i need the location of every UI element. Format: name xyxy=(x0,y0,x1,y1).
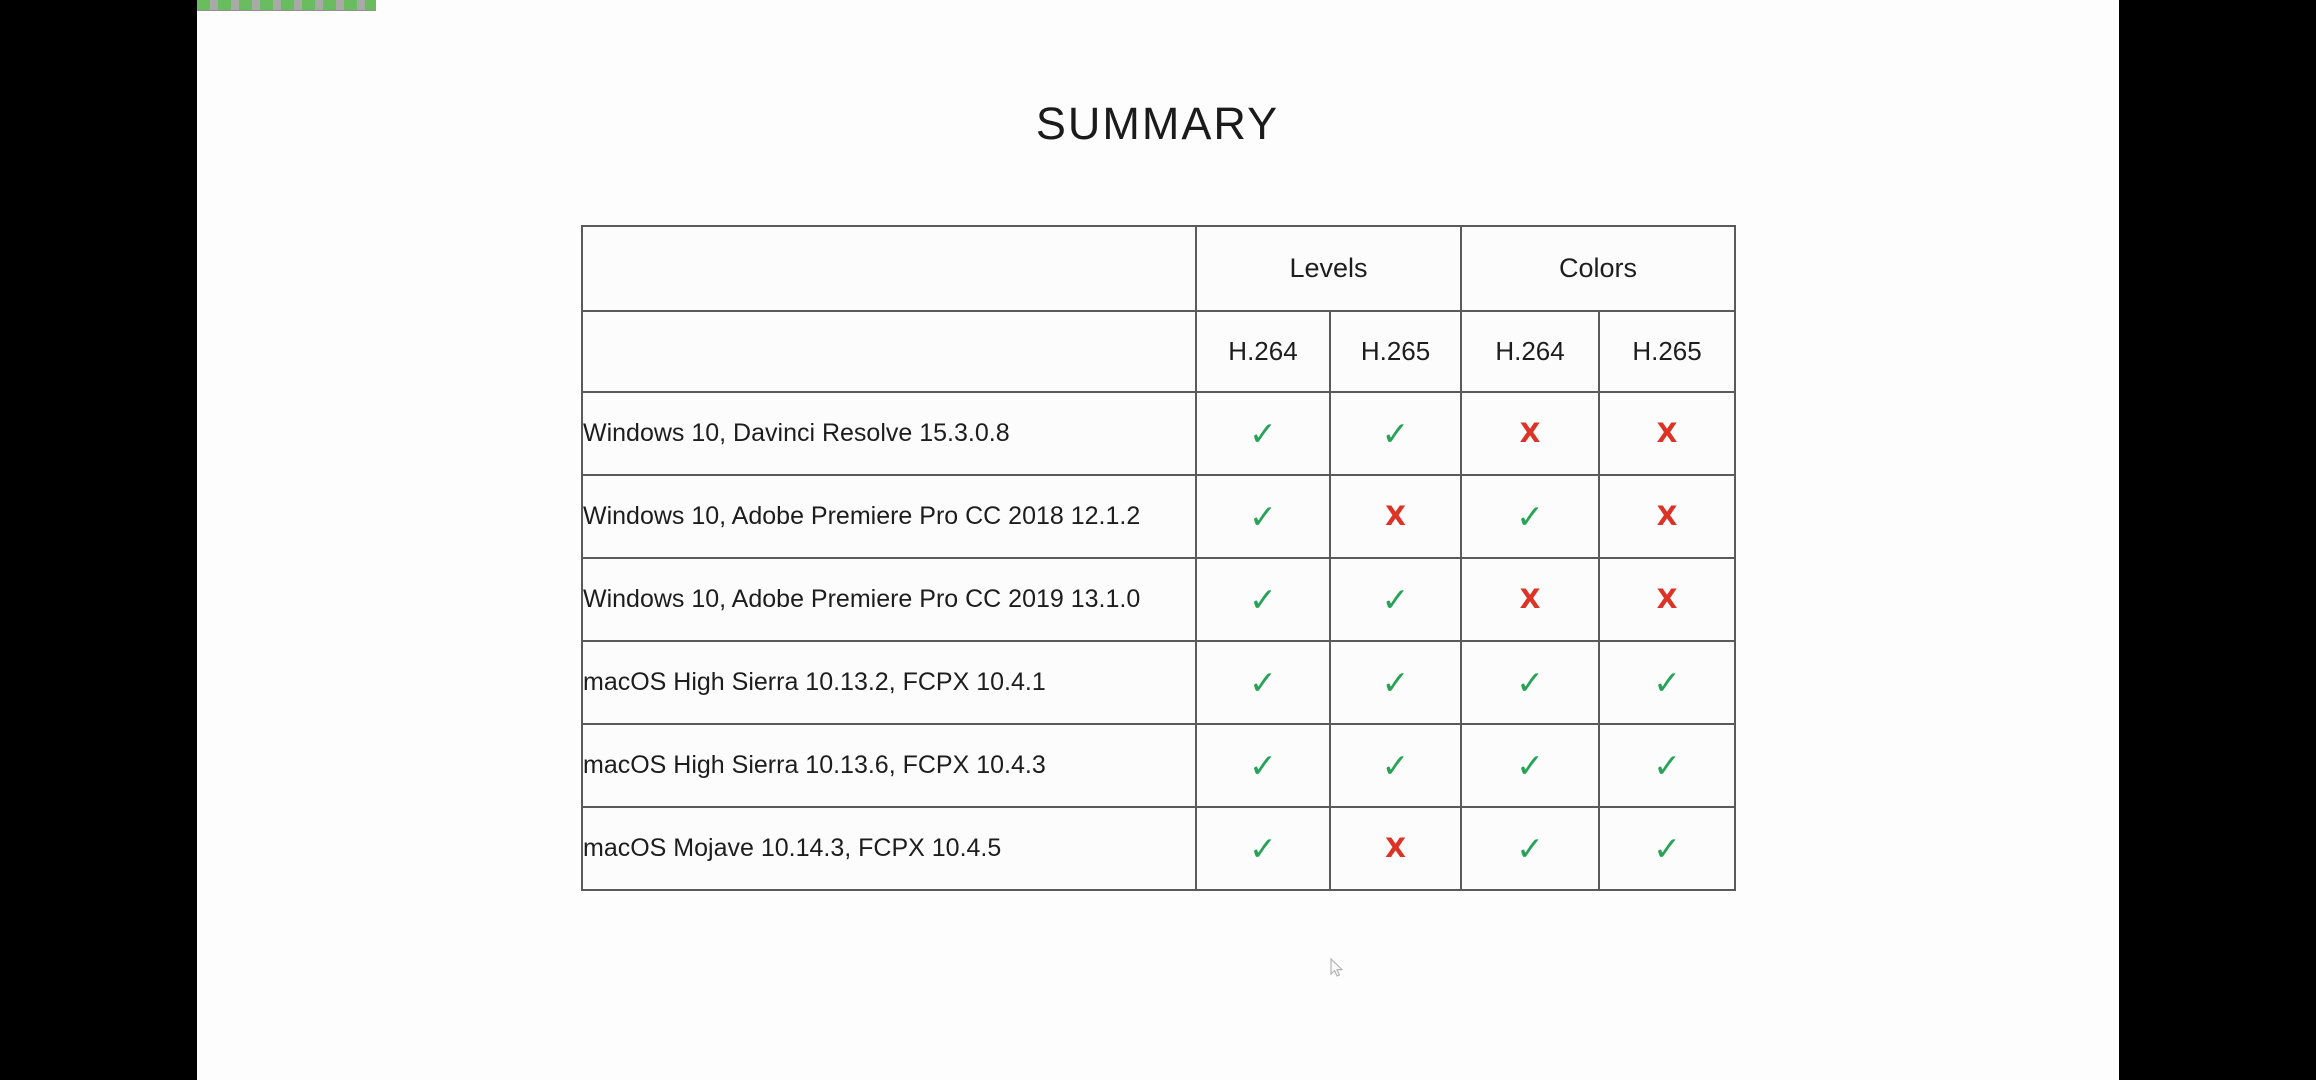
check-icon: ✓ xyxy=(1249,497,1277,536)
check-icon: ✓ xyxy=(1249,414,1277,453)
table-row xyxy=(582,807,1735,890)
check-icon: ✓ xyxy=(1516,829,1544,868)
table-row xyxy=(582,475,1735,558)
row-label: macOS Mojave 10.14.3, FCPX 10.4.5 xyxy=(582,807,1196,890)
check-icon: ✓ xyxy=(1381,580,1410,619)
cross-icon: X xyxy=(1656,584,1678,615)
check-icon: ✓ xyxy=(1381,663,1410,702)
row-label: Windows 10, Adobe Premiere Pro CC 2019 13.1.0 xyxy=(582,558,1196,641)
group-header-levels: Levels xyxy=(1196,226,1461,311)
codec-header-levels-h264: H.264 xyxy=(1196,311,1330,392)
codec-header-colors-h264: H.264 xyxy=(1461,311,1599,392)
right-pillarbox-bar xyxy=(2119,0,2316,1080)
cross-icon: X xyxy=(1385,501,1406,532)
check-icon: ✓ xyxy=(1516,746,1544,785)
row-label: macOS High Sierra 10.13.6, FCPX 10.4.3 xyxy=(582,724,1196,807)
cross-icon: X xyxy=(1519,418,1541,449)
codec-header-colors-h265: H.265 xyxy=(1599,311,1735,392)
row-label: Windows 10, Adobe Premiere Pro CC 2018 12.1.2 xyxy=(582,475,1196,558)
check-icon: ✓ xyxy=(1249,663,1277,702)
check-icon: ✓ xyxy=(1653,746,1681,785)
check-icon: ✓ xyxy=(1381,414,1410,453)
partial-window-sliver xyxy=(197,0,376,11)
table-row xyxy=(582,392,1735,475)
row-label: Windows 10, Davinci Resolve 15.3.0.8 xyxy=(582,392,1196,475)
left-pillarbox-bar xyxy=(0,0,197,1080)
cross-icon: X xyxy=(1656,418,1678,449)
table-group-header-row xyxy=(582,226,1735,311)
cross-icon: X xyxy=(1385,833,1406,864)
cross-icon: X xyxy=(1656,501,1678,532)
group-header-colors: Colors xyxy=(1461,226,1735,311)
check-icon: ✓ xyxy=(1249,829,1277,868)
cross-icon: X xyxy=(1519,584,1541,615)
table-codec-header-row xyxy=(582,311,1735,392)
table-corner-cell xyxy=(582,311,1196,392)
mouse-cursor-icon xyxy=(1328,958,1344,978)
check-icon: ✓ xyxy=(1516,497,1544,536)
slide-title: SUMMARY xyxy=(1035,98,1280,149)
table-corner-cell xyxy=(582,226,1196,311)
summary-table xyxy=(581,225,1736,891)
table-row xyxy=(582,724,1735,807)
check-icon: ✓ xyxy=(1653,663,1681,702)
check-icon: ✓ xyxy=(1653,829,1681,868)
slide-canvas xyxy=(197,0,2119,1080)
codec-header-levels-h265: H.265 xyxy=(1330,311,1461,392)
check-icon: ✓ xyxy=(1381,746,1410,785)
check-icon: ✓ xyxy=(1516,663,1544,702)
table-row xyxy=(582,641,1735,724)
check-icon: ✓ xyxy=(1249,580,1277,619)
row-label: macOS High Sierra 10.13.2, FCPX 10.4.1 xyxy=(582,641,1196,724)
table-row xyxy=(582,558,1735,641)
check-icon: ✓ xyxy=(1249,746,1277,785)
